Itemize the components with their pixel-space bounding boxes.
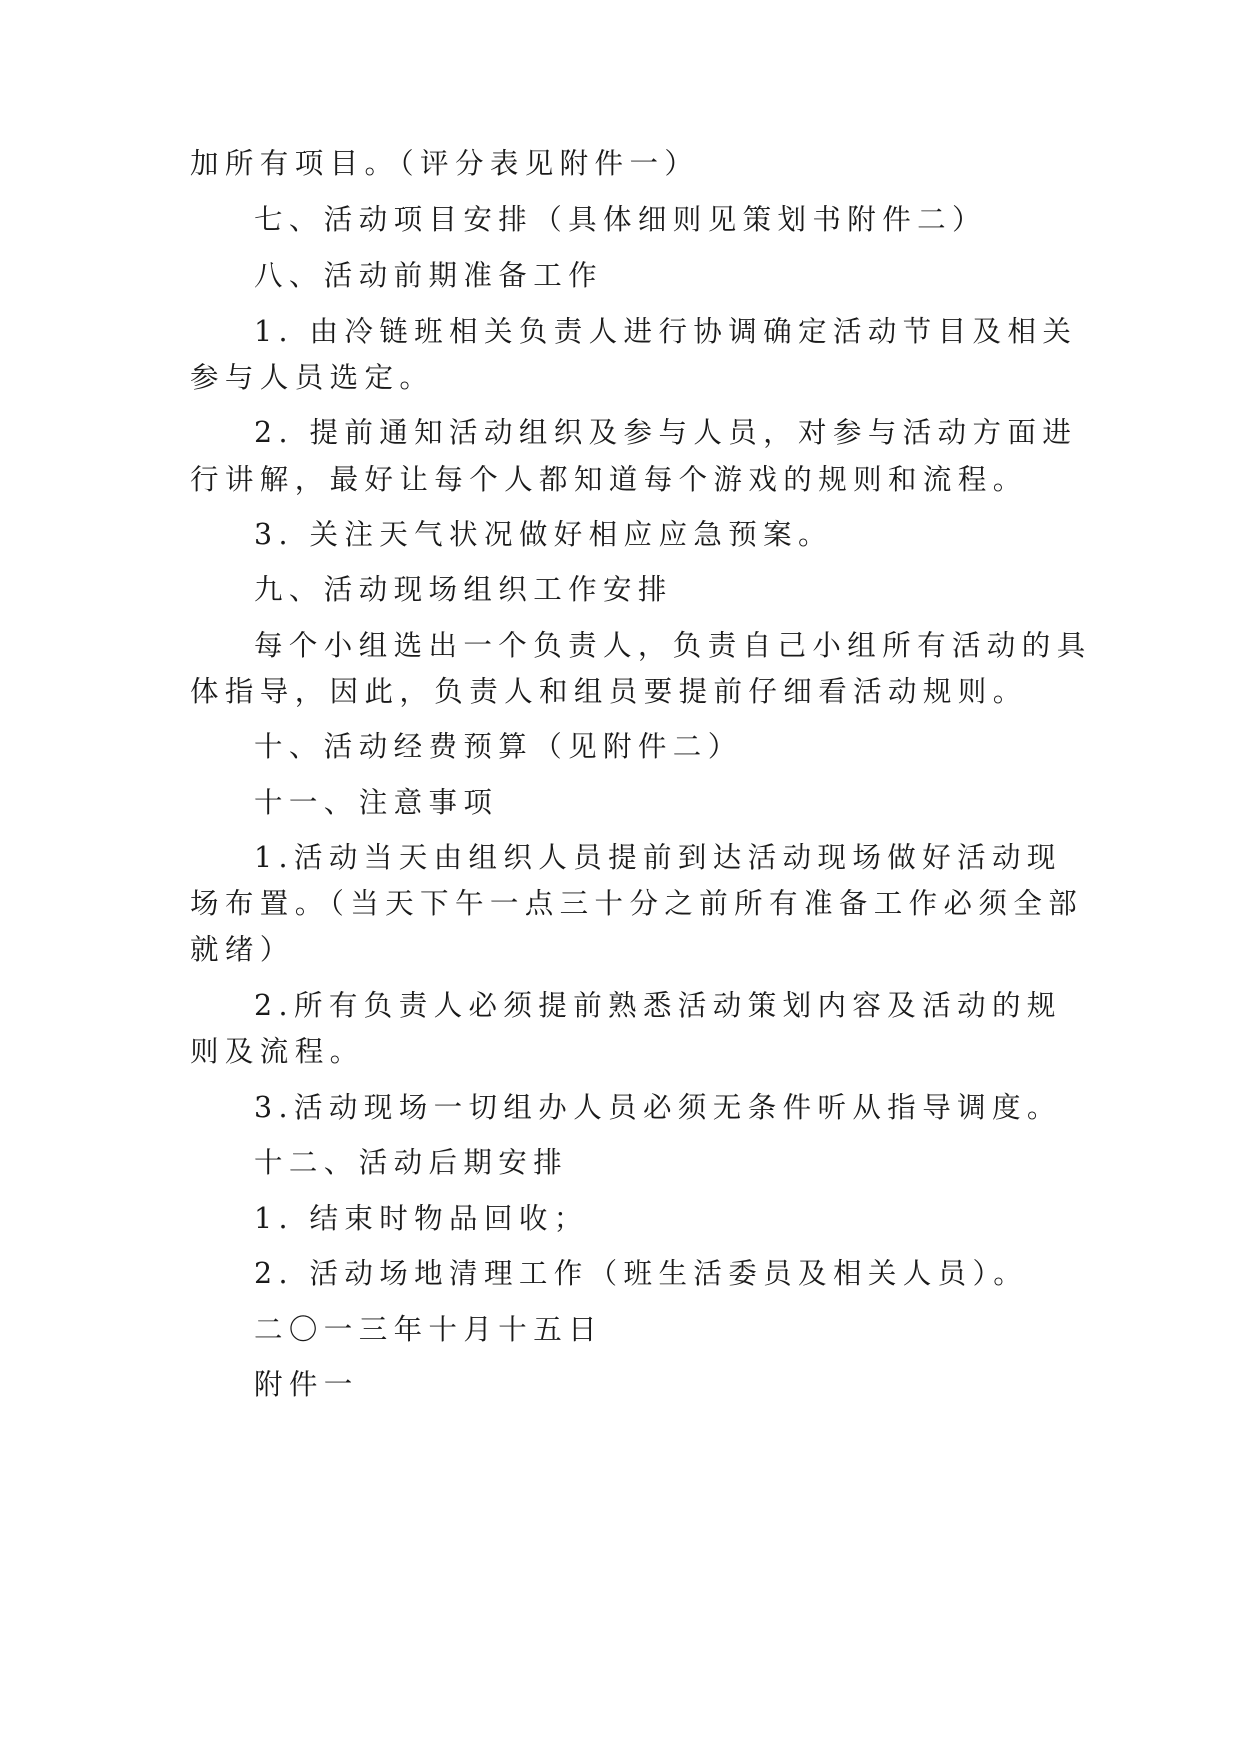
list-item-12-1: 1. 结束时物品回收； [254, 1202, 589, 1235]
section-heading-10: 十、活动经费预算（见附件二） [254, 730, 743, 763]
section-heading-8: 八、活动前期准备工作 [254, 259, 604, 292]
list-item-11-1-cont: 场布置。（当天下午一点三十分之前所有准备工作必须全部 [190, 887, 1084, 920]
list-item-8-1: 1. 由冷链班相关负责人进行协调确定活动节目及相关 [254, 315, 1078, 348]
paragraph-9-cont: 体指导，因此，负责人和组员要提前仔细看活动规则。 [190, 675, 1028, 708]
list-item-8-2-cont: 行讲解，最好让每个人都知道每个游戏的规则和流程。 [190, 463, 1028, 496]
section-heading-7: 七、活动项目安排（具体细则见策划书附件二） [254, 203, 987, 236]
attachment-label: 附件一 [254, 1368, 359, 1401]
section-heading-11: 十一、注意事项 [254, 786, 499, 819]
list-item-11-2-cont: 则及流程。 [190, 1035, 365, 1068]
paragraph-9: 每个小组选出一个负责人，负责自己小组所有活动的具 [254, 629, 1092, 662]
list-item-11-1-cont2: 就绪） [190, 933, 295, 966]
list-item-8-3: 3. 关注天气状况做好相应应急预案。 [254, 518, 833, 551]
list-item-8-2: 2. 提前通知活动组织及参与人员，对参与活动方面进 [254, 416, 1078, 449]
continued-paragraph-line: 加所有项目。（评分表见附件一） [190, 147, 700, 180]
section-heading-12: 十二、活动后期安排 [254, 1146, 569, 1179]
list-item-11-2: 2.所有负责人必须提前熟悉活动策划内容及活动的规 [254, 989, 1062, 1022]
document-date: 二〇一三年十月十五日 [254, 1313, 604, 1346]
list-item-12-2: 2. 活动场地清理工作（班生活委员及相关人员）。 [254, 1257, 1029, 1290]
list-item-11-3: 3.活动现场一切组办人员必须无条件听从指导调度。 [254, 1091, 1062, 1124]
section-heading-9: 九、活动现场组织工作安排 [254, 573, 673, 606]
list-item-8-1-cont: 参与人员选定。 [190, 361, 435, 394]
list-item-11-1: 1.活动当天由组织人员提前到达活动现场做好活动现 [254, 841, 1062, 874]
